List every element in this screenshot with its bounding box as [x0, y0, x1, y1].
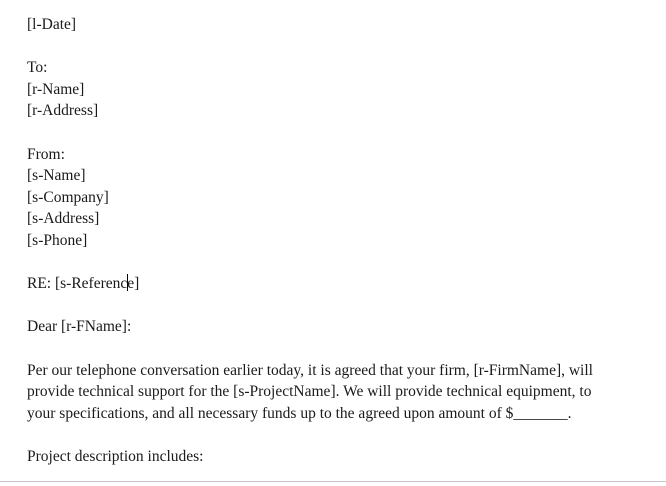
re-line[interactable]: [27, 273, 652, 295]
salutation[interactable]: Dear [r-FName]:: [27, 318, 132, 336]
to-label[interactable]: To:: [27, 59, 48, 77]
re-text-end: e]: [127, 275, 140, 293]
recipient-address[interactable]: [r-Address]: [27, 102, 99, 120]
recipient-name[interactable]: [r-Name]: [27, 80, 85, 98]
blank-line: [27, 295, 652, 317]
blank-line: [27, 338, 652, 360]
date-line[interactable]: [l-Date]: [27, 16, 77, 33]
project-description-line[interactable]: Project description includes:: [27, 447, 204, 465]
body-line: your specifications, and all necessary funds up to the agreed upon amount of $_______.: [27, 404, 572, 422]
blank-line: [27, 36, 652, 58]
sender-name[interactable]: [s-Name]: [27, 167, 86, 185]
page-bottom-border: [0, 481, 666, 482]
body-paragraph[interactable]: [27, 360, 652, 425]
body-line: provide technical support for the [s-ProjectName]. We will provide technical equipment, to: [27, 383, 592, 401]
blank-line: [27, 122, 652, 144]
sender-company[interactable]: [s-Company]: [27, 188, 109, 206]
body-line: Per our telephone conversation earlier today, it is agreed that your firm, [r-FirmName], will: [27, 361, 593, 379]
blank-line: [27, 424, 652, 446]
document-page[interactable]: [27, 14, 652, 467]
sender-address[interactable]: [s-Address]: [27, 210, 100, 228]
from-label[interactable]: From:: [27, 145, 65, 163]
re-text-start: RE: [s-Referenc: [27, 275, 128, 293]
blank-line: [27, 252, 652, 274]
sender-phone[interactable]: [s-Phone]: [27, 231, 88, 249]
